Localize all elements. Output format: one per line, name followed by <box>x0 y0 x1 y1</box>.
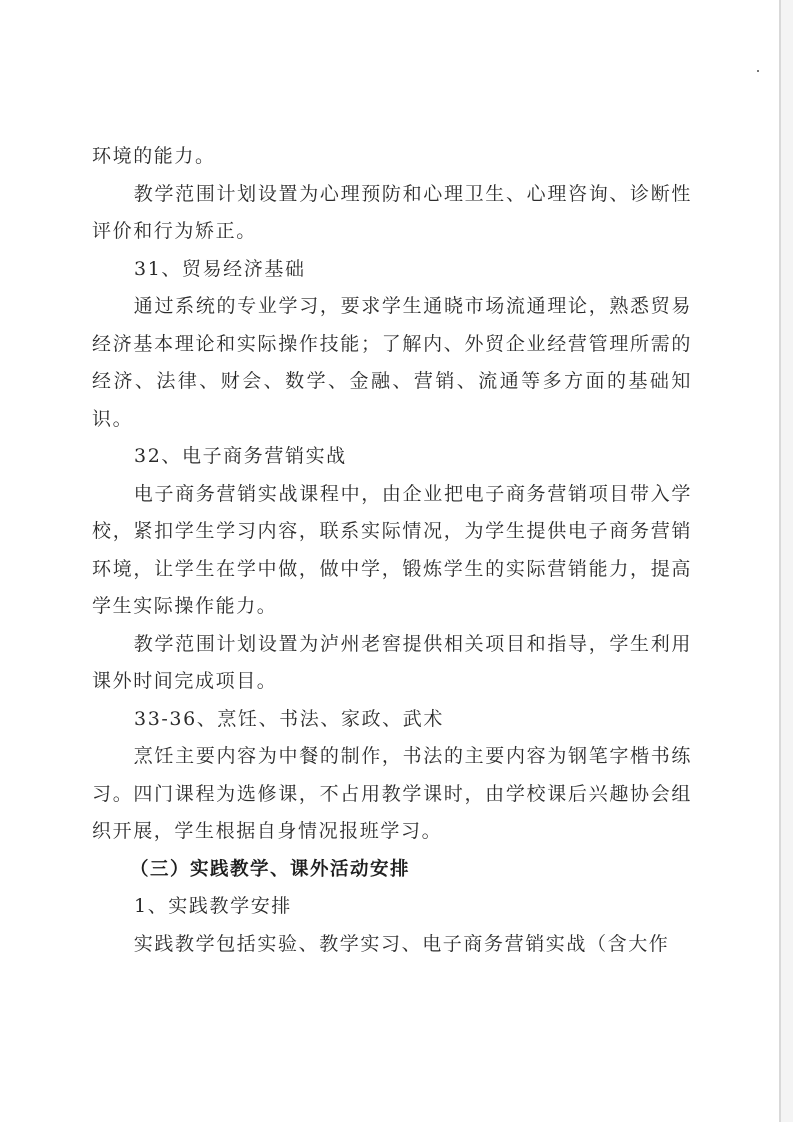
heading-practice-teaching: 1、实践教学安排 <box>134 895 292 917</box>
paragraph-ability-env: 环境的能力。 <box>92 145 216 167</box>
paragraph-ecommerce-scope: 教学范围计划设置为泸州老窖提供相关项目和指导，学生利用课外时间完成项目。 <box>92 632 692 692</box>
paragraph-ecommerce-course: 电子商务营销实战课程中，由企业把电子商务营销项目带入学校，紧扣学生学习内容，联系实际情况，为学生提供电子商务营销环境，让学生在学中做，做中学，锻炼学生的实际营销能力，提高学生实际操作能力。 <box>92 482 692 617</box>
paragraph-trade-economics: 通过系统的专业学习，要求学生通晓市场流通理论，熟悉贸易经济基本理论和实际操作技能；了解内、外贸企业经营管理所需的经济、法律、财会、数学、金融、营销、流通等多方面的基础知识。 <box>92 295 692 430</box>
heading-trade-economics: 31、贸易经济基础 <box>134 257 306 280</box>
paragraph-psych-scope: 教学范围计划设置为心理预防和心理卫生、心理咨询、诊断性评价和行为矫正。 <box>92 182 692 242</box>
heading-electives: 33-36、烹饪、书法、家政、武术 <box>134 707 444 730</box>
scan-edge-line <box>779 0 781 1122</box>
paragraph-electives: 烹饪主要内容为中餐的制作，书法的主要内容为钢笔字楷书练习。四门课程为选修课，不占用教学课时，由学校课后兴趣协会组织开展，学生根据自身情况报班学习。 <box>92 745 692 842</box>
page-body <box>92 138 692 963</box>
paragraph-practice-teaching: 实践教学包括实验、教学实习、电子商务营销实战（含大作 <box>133 932 670 955</box>
scan-speck <box>757 70 759 72</box>
heading-ecommerce-marketing: 32、电子商务营销实战 <box>134 445 347 467</box>
section-heading-practice: （三）实践教学、课外活动安排 <box>130 858 411 880</box>
scan-border <box>781 0 793 1122</box>
